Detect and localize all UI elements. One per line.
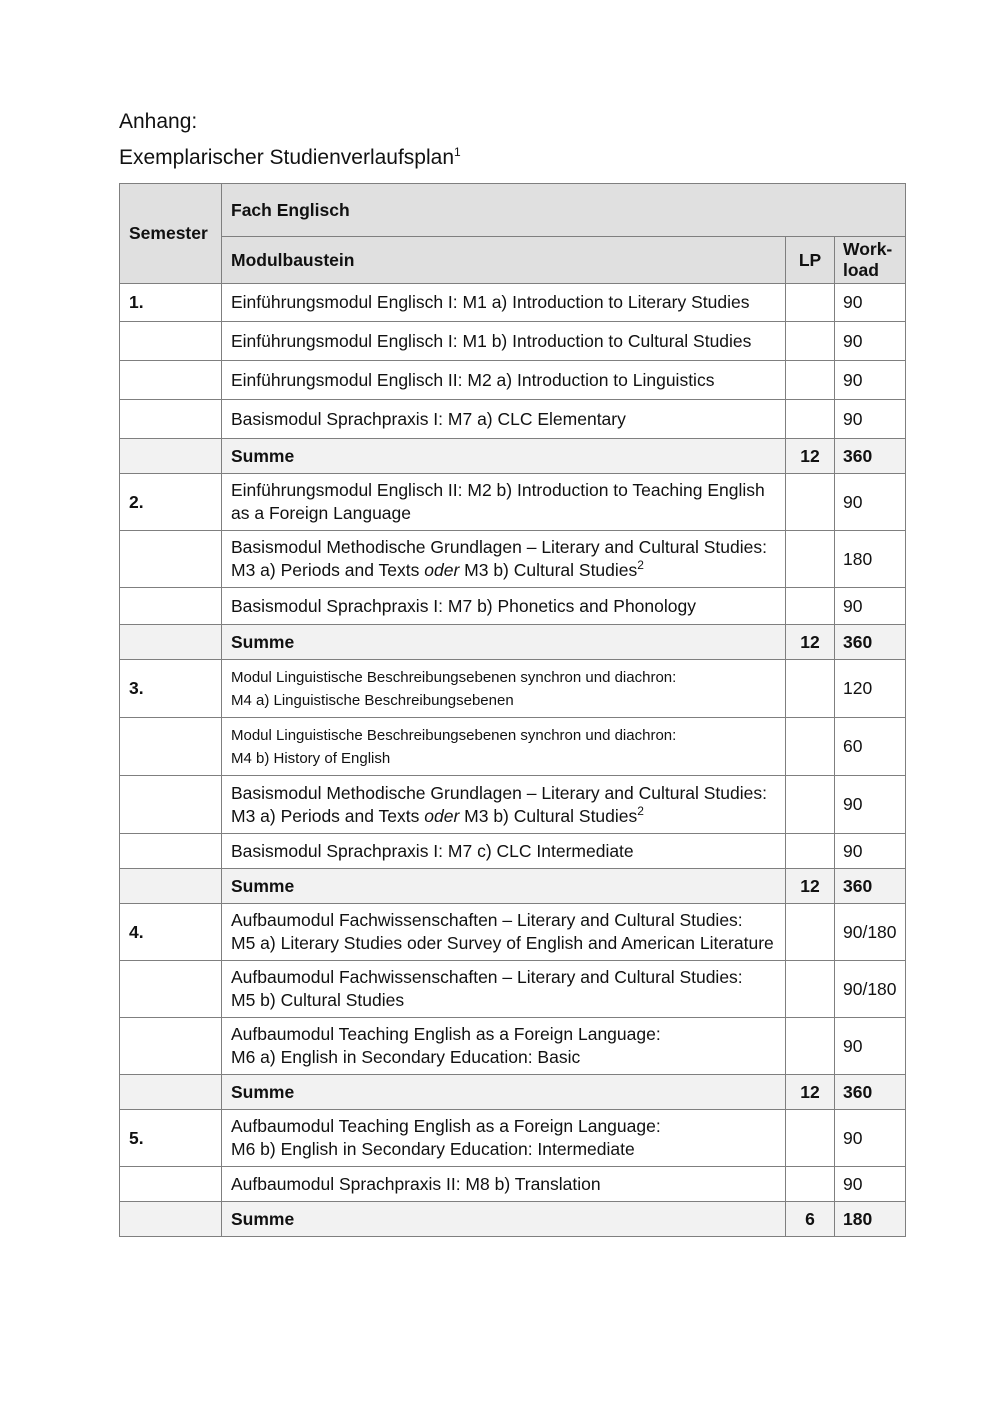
module-cell: Einführungsmodul Englisch II: M2 a) Introduction to Linguistics bbox=[222, 361, 786, 400]
lp-cell bbox=[786, 474, 835, 531]
header-workload: Work-load bbox=[835, 237, 906, 284]
workload-cell: 90/180 bbox=[835, 961, 906, 1018]
module-text: M3 b) Cultural Studies bbox=[459, 560, 638, 580]
sum-label: Summe bbox=[222, 869, 786, 904]
module-line: M4 a) Linguistische Beschreibungsebenen bbox=[231, 691, 514, 709]
study-plan-table bbox=[119, 183, 906, 1237]
workload-cell: 90 bbox=[835, 1018, 906, 1075]
lp-cell bbox=[786, 1167, 835, 1202]
module-row bbox=[120, 834, 906, 869]
module-row bbox=[120, 718, 906, 776]
semester-cell bbox=[120, 588, 222, 625]
sum-label: Summe bbox=[222, 1075, 786, 1110]
module-row bbox=[120, 1167, 906, 1202]
workload-cell: 90 bbox=[835, 776, 906, 834]
semester-cell bbox=[120, 531, 222, 588]
sum-label: Summe bbox=[222, 439, 786, 474]
lp-cell: 12 bbox=[786, 869, 835, 904]
semester-cell: 5. bbox=[120, 1110, 222, 1167]
module-text: M3 a) Periods and Texts bbox=[231, 805, 425, 826]
lp-cell bbox=[786, 776, 835, 834]
module-cell bbox=[222, 1110, 786, 1167]
module-cell: Einführungsmodul Englisch I: M1 b) Introduction to Cultural Studies bbox=[222, 322, 786, 361]
workload-cell: 90 bbox=[835, 322, 906, 361]
module-row bbox=[120, 361, 906, 400]
module-emphasis: oder bbox=[424, 560, 460, 580]
module-row bbox=[120, 322, 906, 361]
semester-cell: 4. bbox=[120, 904, 222, 961]
semester-cell: 2. bbox=[120, 474, 222, 531]
lp-cell: 12 bbox=[786, 439, 835, 474]
semester-cell bbox=[120, 1202, 222, 1237]
module-line: Aufbaumodul Teaching English as a Foreign Language: bbox=[231, 1116, 661, 1136]
module-cell bbox=[222, 961, 786, 1018]
module-line: M5 b) Cultural Studies bbox=[231, 990, 405, 1010]
workload-cell: 120 bbox=[835, 660, 906, 718]
module-cell bbox=[222, 531, 786, 588]
semester-cell bbox=[120, 718, 222, 776]
module-text: M3 a) Periods and Texts bbox=[231, 560, 425, 580]
module-text: M3 b) Cultural Studies bbox=[459, 805, 638, 826]
workload-cell: 90 bbox=[835, 834, 906, 869]
module-row bbox=[120, 588, 906, 625]
header-subject: Fach Englisch bbox=[222, 184, 906, 237]
module-row bbox=[120, 1110, 906, 1167]
module-line: Aufbaumodul Fachwissenschaften – Literary and Cultural Studies: bbox=[231, 967, 743, 987]
workload-cell: 360 bbox=[835, 1075, 906, 1110]
workload-cell: 90 bbox=[835, 400, 906, 439]
semester-cell bbox=[120, 834, 222, 869]
module-line: M4 b) History of English bbox=[231, 749, 391, 767]
lp-cell bbox=[786, 588, 835, 625]
semester-cell bbox=[120, 439, 222, 474]
workload-cell: 360 bbox=[835, 439, 906, 474]
page-heading: Anhang: bbox=[119, 110, 198, 133]
module-row bbox=[120, 904, 906, 961]
workload-cell: 90 bbox=[835, 474, 906, 531]
module-cell: Aufbaumodul Sprachpraxis II: M8 b) Translation bbox=[222, 1167, 786, 1202]
workload-cell: 180 bbox=[835, 531, 906, 588]
module-line: Modul Linguistische Beschreibungsebenen synchron und diachron: bbox=[231, 668, 677, 686]
lp-cell bbox=[786, 284, 835, 322]
module-row bbox=[120, 776, 906, 834]
semester-cell bbox=[120, 400, 222, 439]
module-line: M6 b) English in Secondary Education: Intermediate bbox=[231, 1139, 635, 1159]
header-semester: Semester bbox=[120, 184, 222, 284]
workload-cell: 90 bbox=[835, 361, 906, 400]
footnote-marker: 1 bbox=[454, 145, 461, 159]
semester-cell bbox=[120, 361, 222, 400]
module-line: Basismodul Methodische Grundlagen – Literary and Cultural Studies: bbox=[231, 537, 767, 557]
workload-cell: 90 bbox=[835, 1110, 906, 1167]
header-lp: LP bbox=[786, 237, 835, 284]
lp-cell: 6 bbox=[786, 1202, 835, 1237]
lp-cell bbox=[786, 904, 835, 961]
semester-cell bbox=[120, 1018, 222, 1075]
module-cell bbox=[222, 660, 786, 718]
lp-cell bbox=[786, 1018, 835, 1075]
lp-cell bbox=[786, 1110, 835, 1167]
lp-cell bbox=[786, 322, 835, 361]
sum-row bbox=[120, 439, 906, 474]
module-line: M5 a) Literary Studies oder Survey of English and American Literature bbox=[231, 933, 774, 953]
module-line: Modul Linguistische Beschreibungsebenen synchron und diachron: bbox=[231, 726, 677, 744]
semester-cell bbox=[120, 625, 222, 660]
workload-cell: 90 bbox=[835, 588, 906, 625]
subheading-text: Exemplarischer Studienverlaufsplan bbox=[119, 146, 455, 169]
page-subheading bbox=[119, 146, 461, 170]
module-cell bbox=[222, 718, 786, 776]
module-emphasis: oder bbox=[424, 805, 460, 826]
module-cell bbox=[222, 1018, 786, 1075]
semester-cell bbox=[120, 776, 222, 834]
semester-cell bbox=[120, 322, 222, 361]
semester-cell: 3. bbox=[120, 660, 222, 718]
module-line: Aufbaumodul Fachwissenschaften – Literary and Cultural Studies: bbox=[231, 910, 743, 930]
module-line: M6 a) English in Secondary Education: Basic bbox=[231, 1047, 581, 1067]
workload-cell: 90/180 bbox=[835, 904, 906, 961]
module-cell: Basismodul Sprachpraxis I: M7 b) Phonetics and Phonology bbox=[222, 588, 786, 625]
lp-cell: 12 bbox=[786, 625, 835, 660]
workload-cell: 90 bbox=[835, 1167, 906, 1202]
lp-cell bbox=[786, 400, 835, 439]
lp-cell bbox=[786, 660, 835, 718]
sum-label: Summe bbox=[222, 1202, 786, 1237]
workload-cell: 60 bbox=[835, 718, 906, 776]
semester-cell bbox=[120, 961, 222, 1018]
module-row bbox=[120, 284, 906, 322]
header-module: Modulbaustein bbox=[222, 237, 786, 284]
footnote-marker: 2 bbox=[637, 803, 644, 818]
semester-cell bbox=[120, 1167, 222, 1202]
semester-cell bbox=[120, 869, 222, 904]
lp-cell bbox=[786, 531, 835, 588]
lp-cell bbox=[786, 718, 835, 776]
sum-row bbox=[120, 869, 906, 904]
module-cell: Einführungsmodul Englisch II: M2 b) Introduction to Teaching English as a Foreign Language bbox=[222, 474, 786, 531]
lp-cell: 12 bbox=[786, 1075, 835, 1110]
lp-cell bbox=[786, 361, 835, 400]
module-line: Basismodul Methodische Grundlagen – Literary and Cultural Studies: bbox=[231, 782, 767, 803]
module-row bbox=[120, 1018, 906, 1075]
module-row bbox=[120, 961, 906, 1018]
workload-cell: 90 bbox=[835, 284, 906, 322]
module-cell: Basismodul Sprachpraxis I: M7 a) CLC Elementary bbox=[222, 400, 786, 439]
workload-cell: 180 bbox=[835, 1202, 906, 1237]
sum-row bbox=[120, 625, 906, 660]
module-line: Aufbaumodul Teaching English as a Foreign Language: bbox=[231, 1024, 661, 1044]
workload-cell: 360 bbox=[835, 625, 906, 660]
semester-cell bbox=[120, 1075, 222, 1110]
module-row bbox=[120, 474, 906, 531]
module-row bbox=[120, 660, 906, 718]
sum-label: Summe bbox=[222, 625, 786, 660]
module-row bbox=[120, 400, 906, 439]
module-cell bbox=[222, 904, 786, 961]
sum-row bbox=[120, 1202, 906, 1237]
module-cell bbox=[222, 776, 786, 834]
lp-cell bbox=[786, 834, 835, 869]
workload-cell: 360 bbox=[835, 869, 906, 904]
module-cell: Einführungsmodul Englisch I: M1 a) Introduction to Literary Studies bbox=[222, 284, 786, 322]
module-cell: Basismodul Sprachpraxis I: M7 c) CLC Intermediate bbox=[222, 834, 786, 869]
lp-cell bbox=[786, 961, 835, 1018]
sum-row bbox=[120, 1075, 906, 1110]
semester-cell: 1. bbox=[120, 284, 222, 322]
module-row bbox=[120, 531, 906, 588]
footnote-marker: 2 bbox=[637, 558, 644, 573]
